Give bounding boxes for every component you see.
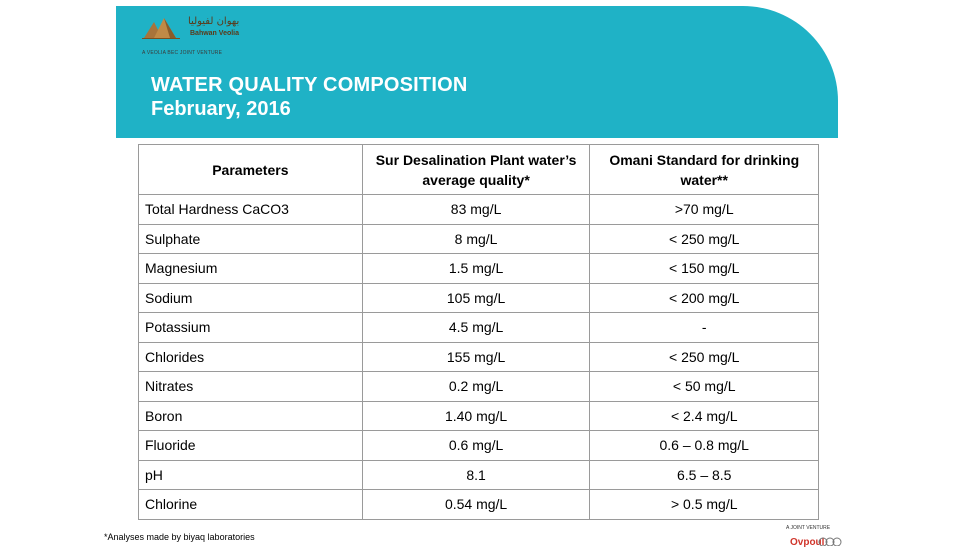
joint-venture-label: A JOINT VENTURE: [786, 525, 831, 531]
plant-value-cell: 155 mg/L: [362, 342, 590, 372]
table-row: [139, 372, 819, 402]
plant-value-cell: 105 mg/L: [362, 283, 590, 313]
header-plant-quality: Sur Desalination Plant water’s average quality*: [362, 145, 590, 195]
plant-value-cell: 0.6 mg/L: [362, 431, 590, 461]
standard-value-cell: < 50 mg/L: [590, 372, 819, 402]
parameter-cell: pH: [139, 460, 363, 490]
page-subtitle: February, 2016: [151, 98, 291, 120]
page-title: WATER QUALITY COMPOSITION: [151, 74, 468, 96]
plant-value-cell: 0.54 mg/L: [362, 490, 590, 520]
table-row: [139, 313, 819, 343]
logo-tagline: A VEOLIA BEC JOINT VENTURE: [142, 50, 223, 56]
pyramid-logo-icon: [142, 14, 182, 40]
parameter-cell: Sulphate: [139, 224, 363, 254]
table-row: [139, 490, 819, 520]
standard-value-cell: -: [590, 313, 819, 343]
table-row: [139, 431, 819, 461]
standard-value-cell: > 0.5 mg/L: [590, 490, 819, 520]
parameter-cell: Nitrates: [139, 372, 363, 402]
parameter-cell: Chlorides: [139, 342, 363, 372]
table-row: [139, 342, 819, 372]
table-body: [139, 195, 819, 520]
parameter-cell: Magnesium: [139, 254, 363, 284]
header-parameters: Parameters: [139, 145, 363, 195]
standard-value-cell: < 150 mg/L: [590, 254, 819, 284]
plant-value-cell: 4.5 mg/L: [362, 313, 590, 343]
parameter-cell: Potassium: [139, 313, 363, 343]
table-row: [139, 283, 819, 313]
table-row: [139, 460, 819, 490]
plant-value-cell: 8 mg/L: [362, 224, 590, 254]
parameter-cell: Boron: [139, 401, 363, 431]
plant-value-cell: 8.1: [362, 460, 590, 490]
parameter-cell: Total Hardness CaCO3: [139, 195, 363, 225]
table-row: [139, 224, 819, 254]
plant-value-cell: 1.40 mg/L: [362, 401, 590, 431]
standard-value-cell: < 250 mg/L: [590, 224, 819, 254]
standard-value-cell: >70 mg/L: [590, 195, 819, 225]
plant-value-cell: 0.2 mg/L: [362, 372, 590, 402]
partner-seal-icon: [818, 537, 842, 546]
plant-value-cell: 1.5 mg/L: [362, 254, 590, 284]
water-quality-table: [138, 144, 819, 520]
table-row: [139, 401, 819, 431]
plant-value-cell: 83 mg/L: [362, 195, 590, 225]
header-omani-standard: Omani Standard for drinking water**: [590, 145, 819, 195]
standard-value-cell: < 2.4 mg/L: [590, 401, 819, 431]
company-logo: [142, 14, 272, 60]
footnote: *Analyses made by biyaq laboratories: [104, 532, 255, 542]
standard-value-cell: < 250 mg/L: [590, 342, 819, 372]
parameter-cell: Chlorine: [139, 490, 363, 520]
standard-value-cell: 0.6 – 0.8 mg/L: [590, 431, 819, 461]
standard-value-cell: 6.5 – 8.5: [590, 460, 819, 490]
partner-logo: Ovpoul: [790, 537, 825, 548]
table-header-row: [139, 145, 819, 195]
parameter-cell: Fluoride: [139, 431, 363, 461]
parameter-cell: Sodium: [139, 283, 363, 313]
standard-value-cell: < 200 mg/L: [590, 283, 819, 313]
table-row: [139, 254, 819, 284]
logo-company-name: Bahwan Veolia: [190, 30, 240, 37]
logo-arabic-name: بهوان لفيوليا: [188, 16, 240, 27]
table-row: [139, 195, 819, 225]
